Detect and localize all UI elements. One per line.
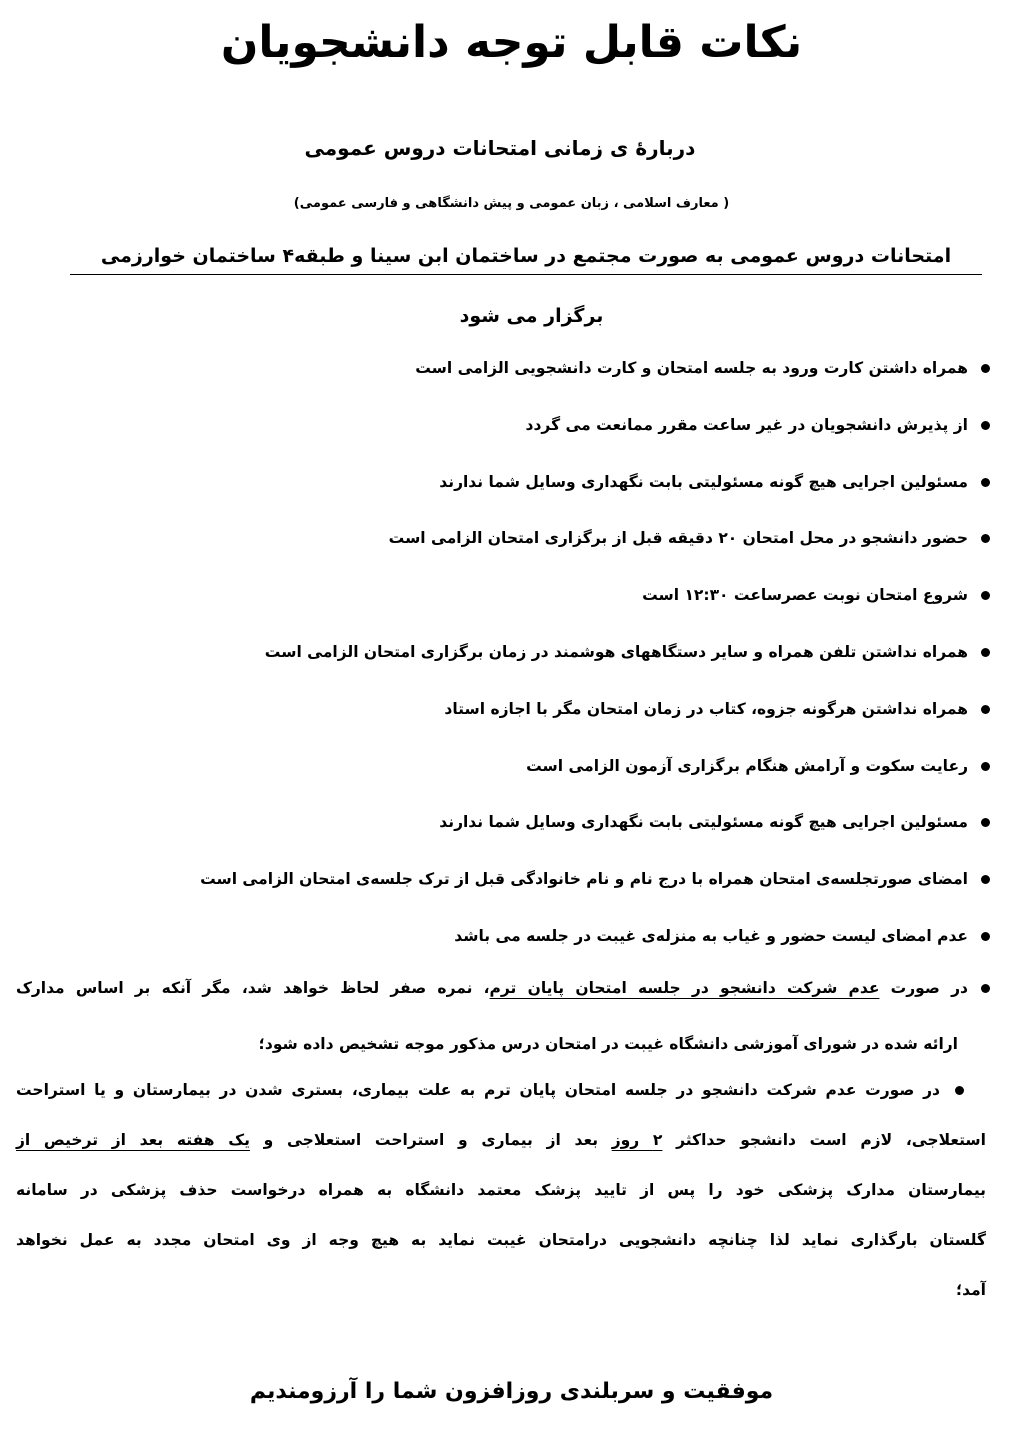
- bullet-icon: [981, 875, 990, 884]
- medical-absence-line: آمد؛: [955, 1281, 986, 1299]
- exam-location-headline-cont: برگزار می شود: [459, 305, 604, 327]
- bullet-icon: [981, 534, 990, 543]
- rules-list: [26, 350, 986, 975]
- medical-absence-line: گلستان بارگذاری نماید لذا چنانچه دانشجویی درامتحان غیبت نماید به هیچ وجه از وی امتحان مجدد به عمل نخواهد: [16, 1231, 986, 1249]
- rule-item: [26, 407, 986, 464]
- bullet-icon: [981, 762, 990, 771]
- medical-absence-line: در صورت عدم شرکت دانشجو در جلسه امتحان پایان ترم به علت بیماری، بستری شدن در بیمارستان و یا استراحت: [16, 1081, 940, 1099]
- exam-location-headline: امتحانات دروس عمومی به صورت مجتمع در ساختمان ابن سینا و طبقه۴ ساختمان خوارزمی: [70, 238, 982, 275]
- rule-text: از پذیرش دانشجویان در غیر ساعت مقرر ممانعت می گردد: [525, 415, 968, 434]
- courses-note: ( معارف اسلامی ، زبان عمومی و پیش دانشگاهی و فارسی عمومی): [293, 196, 730, 211]
- bullet-icon: [981, 648, 990, 657]
- bullet-icon: [981, 478, 990, 487]
- bullet-icon: [981, 818, 990, 827]
- rule-item: [26, 464, 986, 521]
- bullet-icon: [981, 421, 990, 430]
- rule-item: [26, 634, 986, 691]
- medical-absence-line: [16, 1122, 986, 1172]
- rule-item: [26, 691, 986, 748]
- subtitle: دربارۀ ی زمانی امتحانات دروس عمومی: [304, 136, 696, 160]
- rule-item: [26, 861, 986, 918]
- absence-rule-line: ارائه شده در شورای آموزشی دانشگاه غیبت در امتحان درس مذکور موجه تشخیص داده شود؛: [258, 1035, 958, 1053]
- rule-item: [26, 748, 986, 805]
- absence-rule-underlined: عدم شرکت دانشجو در جلسه امتحان پایان ترم: [489, 979, 880, 997]
- page-title: نکات قابل توجه دانشجویان: [220, 17, 803, 68]
- rule-text: مسئولین اجرایی هیچ گونه مسئولیتی بابت نگهداری وسایل شما ندارند: [439, 813, 968, 832]
- rule-item: [26, 577, 986, 634]
- absence-rule-text: در صورت: [879, 979, 968, 997]
- medical-absence-text: بعد از بیماری و استراحت استعلاجی و: [249, 1131, 612, 1149]
- absence-rule-paragraph: [16, 970, 986, 1062]
- bullet-icon: [981, 932, 990, 941]
- rule-text: همراه داشتن کارت ورود به جلسه امتحان و کارت دانشجویی الزامی است: [415, 359, 968, 377]
- closing-wish: موفقیت و سربلندی روزافزون شما را آرزومندیم: [249, 1379, 774, 1404]
- bullet-icon: [981, 364, 990, 373]
- bullet-icon: [981, 591, 990, 600]
- medical-absence-text: استعلاجی، لازم است دانشجو حداکثر: [662, 1131, 986, 1149]
- rule-text: همراه نداشتن هرگونه جزوه، کتاب در زمان امتحان مگر با اجازه استاد: [444, 699, 968, 718]
- rule-text: حضور دانشجو در محل امتحان ۲۰ دقیقه قبل از برگزاری امتحان الزامی است: [388, 529, 968, 548]
- bullet-icon: [981, 984, 990, 993]
- rule-text: شروع امتحان نوبت عصرساعت ۱۲:۳۰ است: [642, 586, 968, 605]
- rule-text: رعایت سکوت و آرامش هنگام برگزاری آزمون الزامی است: [526, 756, 968, 775]
- deadline-week-underlined: یک هفته بعد از ترخیص از: [16, 1131, 250, 1149]
- rule-text: عدم امضای لیست حضور و غیاب به منزله‌ی غیبت در جلسه می باشد: [454, 926, 968, 945]
- rule-item: [26, 520, 986, 577]
- rule-text: همراه نداشتن تلفن همراه و سایر دستگاههای هوشمند در زمان برگزاری امتحان الزامی است: [264, 642, 968, 661]
- medical-absence-line: بیمارستان مدارک پزشکی خود را پس از تایید پزشک معتمد دانشگاه به همراه درخواست حذف پزشکی در سامانه: [16, 1181, 986, 1199]
- rule-item: [26, 804, 986, 861]
- rule-item: [26, 350, 986, 407]
- rule-text: امضای صورتجلسه‌ی امتحان همراه با درج نام و نام خانوادگی قبل از ترک جلسه‌ی امتحان الزامی است: [200, 870, 968, 889]
- medical-absence-paragraph: [16, 1072, 986, 1322]
- rule-item: [26, 918, 986, 975]
- deadline-days-underlined: ۲ روز: [611, 1131, 663, 1149]
- absence-rule-text: ، نمره صفر لحاظ خواهد شد، مگر آنکه بر اساس مدارک: [16, 979, 490, 997]
- bullet-icon: [955, 1086, 964, 1095]
- rule-text: مسئولین اجرایی هیچ گونه مسئولیتی بابت نگهداری وسایل شما ندارند: [439, 472, 968, 491]
- bullet-icon: [981, 705, 990, 714]
- absence-rule-line: [16, 970, 968, 1006]
